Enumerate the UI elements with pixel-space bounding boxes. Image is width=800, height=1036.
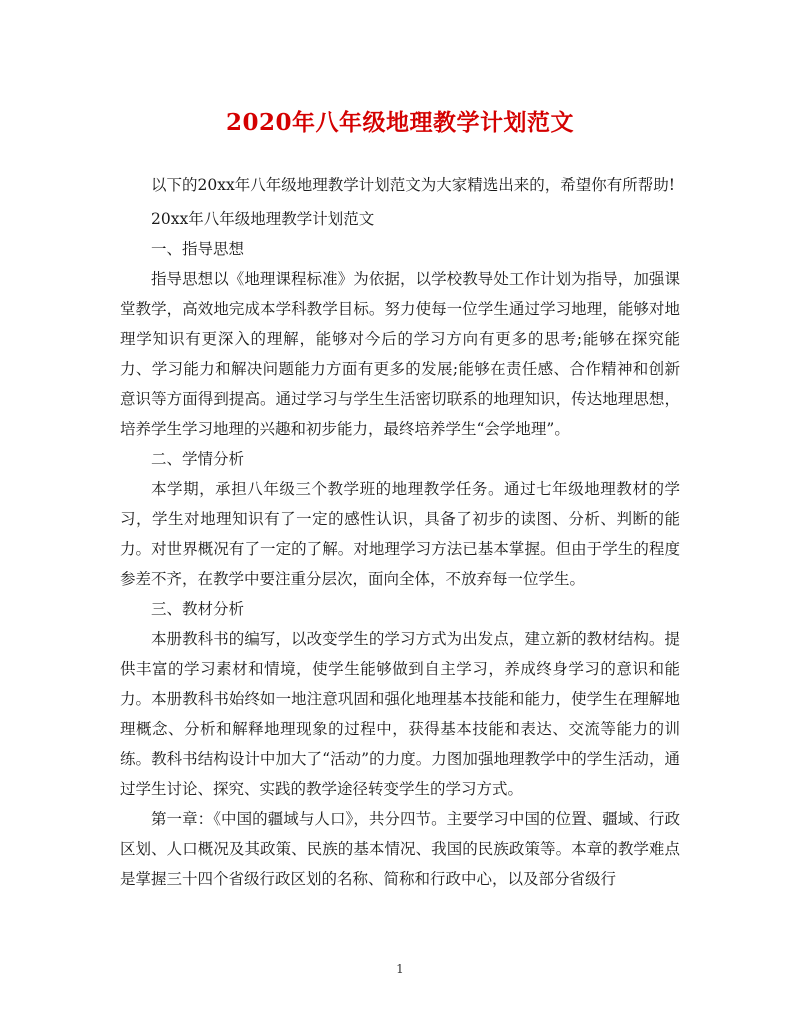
- paragraph-student-analysis: 本学期，承担八年级三个教学班的地理教学任务。通过七年级地理教材的学习，学生对地理知识有了一定的感性认识，具备了初步的读图、分析、判断的能力。对世界概况有了一定的了解。对地理学习方法已基本掌握。但由于学生的程度参差不齐，在教学中要注重分层次，面向全体，不放弃每一位学生。: [120, 480, 680, 588]
- paragraph-textbook-analysis: 本册教科书的编写，以改变学生的学习方式为出发点，建立新的教材结构。提供丰富的学习素材和情境，使学生能够做到自主学习，养成终身学习的意识和能力。本册教科书始终如一地注意巩固和强化地理基本技能和能力，使学生在理解地理概念、分析和解释地理现象的过程中，获得基本技能和表达、交流等能力的训练。教科书结构设计中加大了“活动”的力度。力图加强地理教学中的学生活动，通过学生讨论、探究、实践的教学途径转变学生的学习方式。: [120, 630, 680, 798]
- subtitle-paragraph: 20xx年八年级地理教学计划范文: [151, 210, 375, 228]
- page-number: 1: [396, 962, 404, 976]
- document-title: 2020年八年级地理教学计划范文: [225, 109, 574, 136]
- section-heading-student-analysis: 二、学情分析: [151, 450, 245, 468]
- document-body: [120, 170, 680, 894]
- intro-paragraph: 以下的20xx年八年级地理教学计划范文为大家精选出来的，希望你有所帮助!: [151, 176, 675, 194]
- paragraph-chapter-one: 第一章：《中国的疆域与人口》，共分四节。主要学习中国的位置、疆域、行政区划、人口概况及其政策、民族的基本情况、我国的民族政策等。本章的教学难点是掌握三十四个省级行政区划的名称、简称和行政中心，以及部分省级行: [120, 810, 680, 888]
- section-heading-textbook-analysis: 三、教材分析: [151, 600, 245, 618]
- paragraph-guiding-ideology: 指导思想以《地理课程标准》为依据，以学校教导处工作计划为指导，加强课堂教学，高效地完成本学科教学目标。努力使每一位学生通过学习地理，能够对地理学知识有更深入的理解，能够对今后的学习方向有更多的思考;能够在探究能力、学习能力和解决问题能力方面有更多的发展;能够在责任感、合作精神和创新意识等方面得到提高。通过学习与学生生活密切联系的地理知识，传达地理思想，培养学生学习地理的兴趣和初步能力，最终培养学生“会学地理”。: [120, 270, 680, 438]
- section-heading-guiding-ideology: 一、指导思想: [151, 240, 245, 258]
